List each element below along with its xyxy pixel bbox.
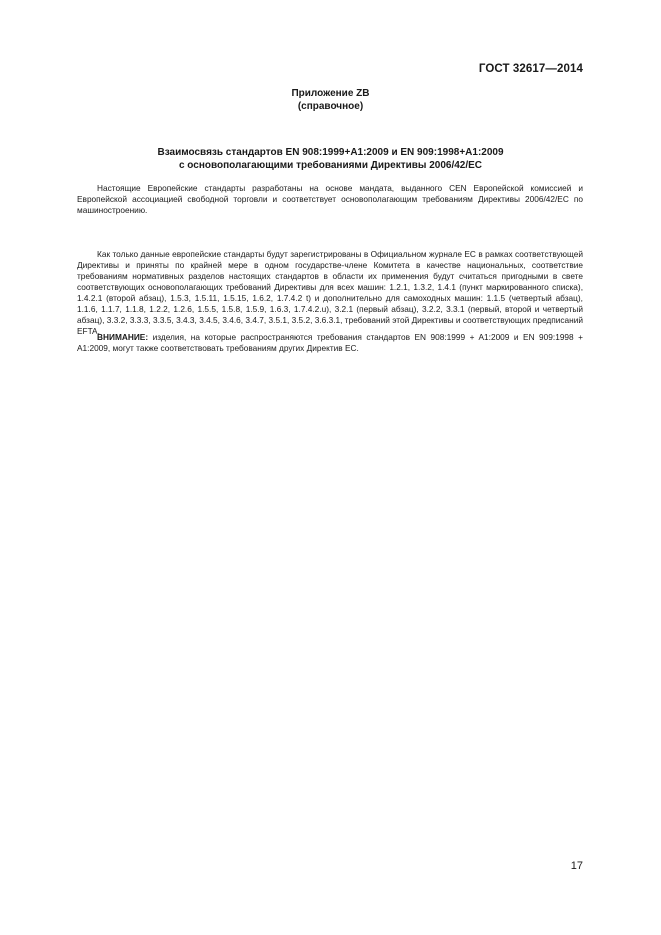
page-number: 17 xyxy=(570,860,583,872)
standard-code: ГОСТ 32617—2014 xyxy=(478,63,583,75)
section-title xyxy=(0,147,661,172)
warning-text: изделия, на которые распространяются требования стандартов EN 908:1999 + A1:2009 и EN 909:1998 + A1:2009, могут также соответствовать требованиям других Директив ЕС. xyxy=(77,332,583,353)
section-title-line-1: Взаимосвязь стандартов EN 908:1999+A1:2009 и EN 909:1998+A1:2009 xyxy=(157,147,504,158)
appendix-title: Приложение ZB xyxy=(291,88,370,99)
paragraph-conformity: Как только данные европейские стандарты будут зарегистрированы в Официальном журнале ЕС в рамках соответствующей Директивы и приняты по крайней мере в одном государстве-члене Комитета в качестве национальных, соответствие требованиям нормативных разделов настоящих стандартов в области их применения будут считаться пригодными в свете соответствующих основополагающих требований Директивы для всех машин: 1.2.1, 1.3.2, 1.4.1 (пункт маркированного списка), 1.4.2.1 (второй абзац), 1.5.3, 1.5.11, 1.5.15, 1.6.2, 1.7.4.2 t) и дополнительно для самоходных машин: 1.1.5 (четвертый абзац), 1.1.6, 1.1.7, 1.1.8, 1.2.2, 1.2.6, 1.5.5, 1.5.8, 1.5.9, 1.6.3, 1.7.4.2.u), 3.2.1 (первый абзац), 3.2.2, 3.3.1 (первый, второй и четвертый абзац), 3.3.2, 3.3.3, 3.3.5, 3.4.3, 3.4.5, 3.4.6, 3.4.7, 3.5.1, 3.5.2, 3.6.3.1, требований этой Директивы и соответствующих предписаний EFTA. xyxy=(77,249,583,336)
warning-label: ВНИМАНИЕ: xyxy=(97,332,149,342)
paragraph-warning xyxy=(77,332,583,354)
paragraph-mandate: Настоящие Европейские стандарты разработаны на основе мандата, выданного CEN Европейской комиссией и Европейской ассоциацией свободной торговли и соответствует основополагающим требованиям Директивы 2006/42/ЕС по машиностроению. xyxy=(77,183,583,215)
appendix-subtitle: (справочное) xyxy=(297,100,364,112)
appendix-heading xyxy=(0,88,661,113)
section-title-line-2: с основополагающими требованиями Директивы 2006/42/ЕС xyxy=(178,159,483,171)
